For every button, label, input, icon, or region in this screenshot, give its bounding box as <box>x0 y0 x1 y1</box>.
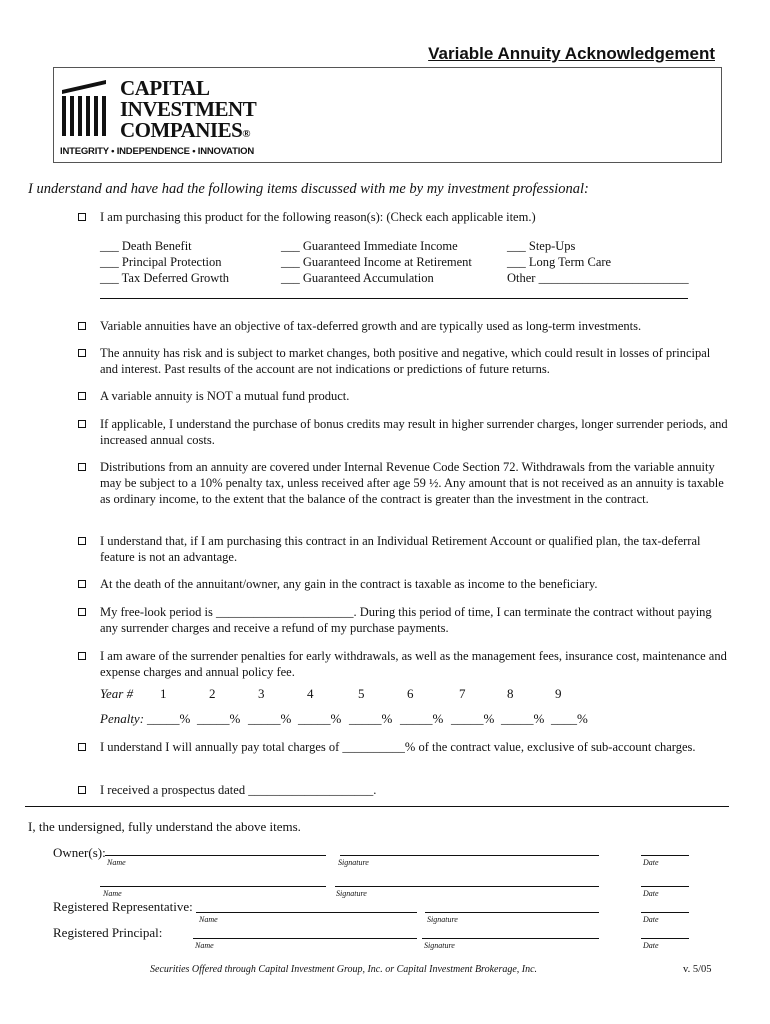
reason-death-benefit[interactable]: ___ Death Benefit <box>100 239 192 253</box>
date-caption: Date <box>643 889 659 898</box>
reason-long-term-care[interactable]: ___ Long Term Care <box>507 255 612 269</box>
year-cell: 4 <box>307 686 314 701</box>
rep-label: Registered Representative: <box>53 899 193 914</box>
checkbox-item-prospectus: I received a prospectus dated ____________________. <box>78 782 728 798</box>
checkbox-item: The annuity has risk and is subject to market changes, both positive and negative, which could result in losses of principal and interest. Past results of the account are not indications or predictions of future returns. <box>78 345 728 377</box>
name-caption: Name <box>107 858 126 867</box>
checkbox-icon[interactable] <box>78 537 86 545</box>
penalty-field[interactable]: _____% <box>197 711 241 726</box>
rep-signature-line[interactable] <box>425 912 599 913</box>
reasons-other-line[interactable] <box>100 298 688 299</box>
name-caption: Name <box>195 941 214 950</box>
footer-disclosure: Securities Offered through Capital Investment Group, Inc. or Capital Investment Brokerage, Inc. <box>150 964 538 975</box>
checkbox-icon[interactable] <box>78 608 86 616</box>
reason-other[interactable]: Other ________________________ <box>507 271 689 285</box>
checkbox-icon[interactable] <box>78 420 86 428</box>
checkbox-item: Variable annuities have an objective of tax-deferred growth and are typically used as long-term investments. <box>78 318 728 334</box>
signature-caption: Signature <box>427 915 458 924</box>
year-cell: 1 <box>160 686 167 701</box>
checkbox-icon[interactable] <box>78 349 86 357</box>
checkbox-item: A variable annuity is NOT a mutual fund product. <box>78 388 728 404</box>
intro-statement: I understand and have had the following items discussed with me by my investment professional: <box>28 181 589 197</box>
document-title: Variable Annuity Acknowledgement <box>428 44 715 63</box>
signature-caption: Signature <box>336 889 367 898</box>
checkbox-item: If applicable, I understand the purchase of bonus credits may result in higher surrender charges, longer surrender periods, and increased annual costs. <box>78 416 728 448</box>
year-cell: 9 <box>555 686 562 701</box>
reason-guaranteed-income-retirement[interactable]: ___ Guaranteed Income at Retirement <box>281 255 472 269</box>
owner2-signature-line[interactable] <box>335 886 599 887</box>
checkbox-icon[interactable] <box>78 580 86 588</box>
understand-statement: I, the undersigned, fully understand the above items. <box>28 819 301 834</box>
checkbox-icon[interactable] <box>78 392 86 400</box>
checkbox-icon[interactable] <box>78 213 86 221</box>
penalty-field[interactable]: ____% <box>551 711 588 726</box>
principal-label: Registered Principal: <box>53 925 163 940</box>
principal-date-line[interactable] <box>641 938 689 939</box>
year-cell: 3 <box>258 686 265 701</box>
checkbox-icon[interactable] <box>78 652 86 660</box>
logo-line-1: CAPITAL <box>120 76 210 100</box>
reason-tax-deferred-growth[interactable]: ___ Tax Deferred Growth <box>100 271 230 285</box>
rep-name-line[interactable] <box>196 912 417 913</box>
checkbox-item: I understand that, if I am purchasing this contract in an Individual Retirement Account or qualified plan, the tax-deferral feature is not an advantage. <box>78 533 728 565</box>
owner2-name-line[interactable] <box>100 886 326 887</box>
penalty-field[interactable]: _____% <box>147 711 191 726</box>
owners-label: Owner(s): <box>53 845 106 860</box>
penalty-field[interactable]: _____% <box>451 711 495 726</box>
checkbox-icon[interactable] <box>78 743 86 751</box>
logo-line-3: COMPANIES® <box>120 118 250 142</box>
principal-name-line[interactable] <box>193 938 417 939</box>
penalty-field[interactable]: _____% <box>298 711 342 726</box>
logo-box <box>53 67 722 163</box>
year-cell: 8 <box>507 686 514 701</box>
rep-date-line[interactable] <box>641 912 689 913</box>
checkbox-icon[interactable] <box>78 322 86 330</box>
reason-guaranteed-accumulation[interactable]: ___ Guaranteed Accumulation <box>281 271 434 285</box>
owner-date-line[interactable] <box>641 855 689 856</box>
year-cell: 6 <box>407 686 414 701</box>
signature-caption: Signature <box>338 858 369 867</box>
penalty-field[interactable]: _____% <box>400 711 444 726</box>
owner2-date-line[interactable] <box>641 886 689 887</box>
penalty-label: Penalty: <box>100 711 145 726</box>
checkbox-item: At the death of the annuitant/owner, any gain in the contract is taxable as income to the beneficiary. <box>78 576 728 592</box>
year-cell: 7 <box>459 686 466 701</box>
penalty-field[interactable]: _____% <box>248 711 292 726</box>
date-caption: Date <box>643 858 659 867</box>
date-caption: Date <box>643 915 659 924</box>
columns-logo-icon <box>60 78 120 140</box>
version-label: v. 5/05 <box>683 964 712 975</box>
reason-guaranteed-immediate-income[interactable]: ___ Guaranteed Immediate Income <box>281 239 458 253</box>
penalty-field[interactable]: _____% <box>349 711 393 726</box>
checkbox-item: Distributions from an annuity are covered under Internal Revenue Code Section 72. Withdrawals from the variable annuity may be subject to a 10% penalty tax, unless received after age 59 ½. Any amount that is not received as an annuity is taxable as ordinary income, to the extent that the balance of the contract is greater than the investment in the contract. <box>78 459 728 507</box>
year-label: Year # <box>100 686 134 701</box>
logo-tagline: INTEGRITY • INDEPENDENCE • INNOVATION <box>60 146 255 157</box>
checkbox-item-reasons: I am purchasing this product for the following reason(s): (Check each applicable item.) <box>78 209 728 225</box>
checkbox-item-surrender: I am aware of the surrender penalties for early withdrawals, as well as the management fees, insurance cost, maintenance and expense charges and annual policy fee. <box>78 648 728 680</box>
year-cell: 2 <box>209 686 216 701</box>
section-divider <box>25 806 729 807</box>
owner-signature-line[interactable] <box>340 855 599 856</box>
checkbox-icon[interactable] <box>78 463 86 471</box>
checkbox-icon[interactable] <box>78 786 86 794</box>
owner-name-line[interactable] <box>105 855 326 856</box>
name-caption: Name <box>199 915 218 924</box>
checkbox-item-free-look: My free-look period is ______________________. During this period of time, I can terminate the contract without paying any surrender charges and receive a refund of my purchase payments. <box>78 604 728 636</box>
reason-step-ups[interactable]: ___ Step-Ups <box>507 239 576 253</box>
year-cell: 5 <box>358 686 365 701</box>
signature-caption: Signature <box>424 941 455 950</box>
date-caption: Date <box>643 941 659 950</box>
penalty-field[interactable]: _____% <box>501 711 545 726</box>
name-caption: Name <box>103 889 122 898</box>
checkbox-item-total-charges: I understand I will annually pay total charges of __________% of the contract value, exclusive of sub-account charges. <box>78 739 728 755</box>
reason-principal-protection[interactable]: ___ Principal Protection <box>100 255 222 269</box>
logo-line-2: INVESTMENT <box>120 97 257 121</box>
principal-signature-line[interactable] <box>422 938 599 939</box>
